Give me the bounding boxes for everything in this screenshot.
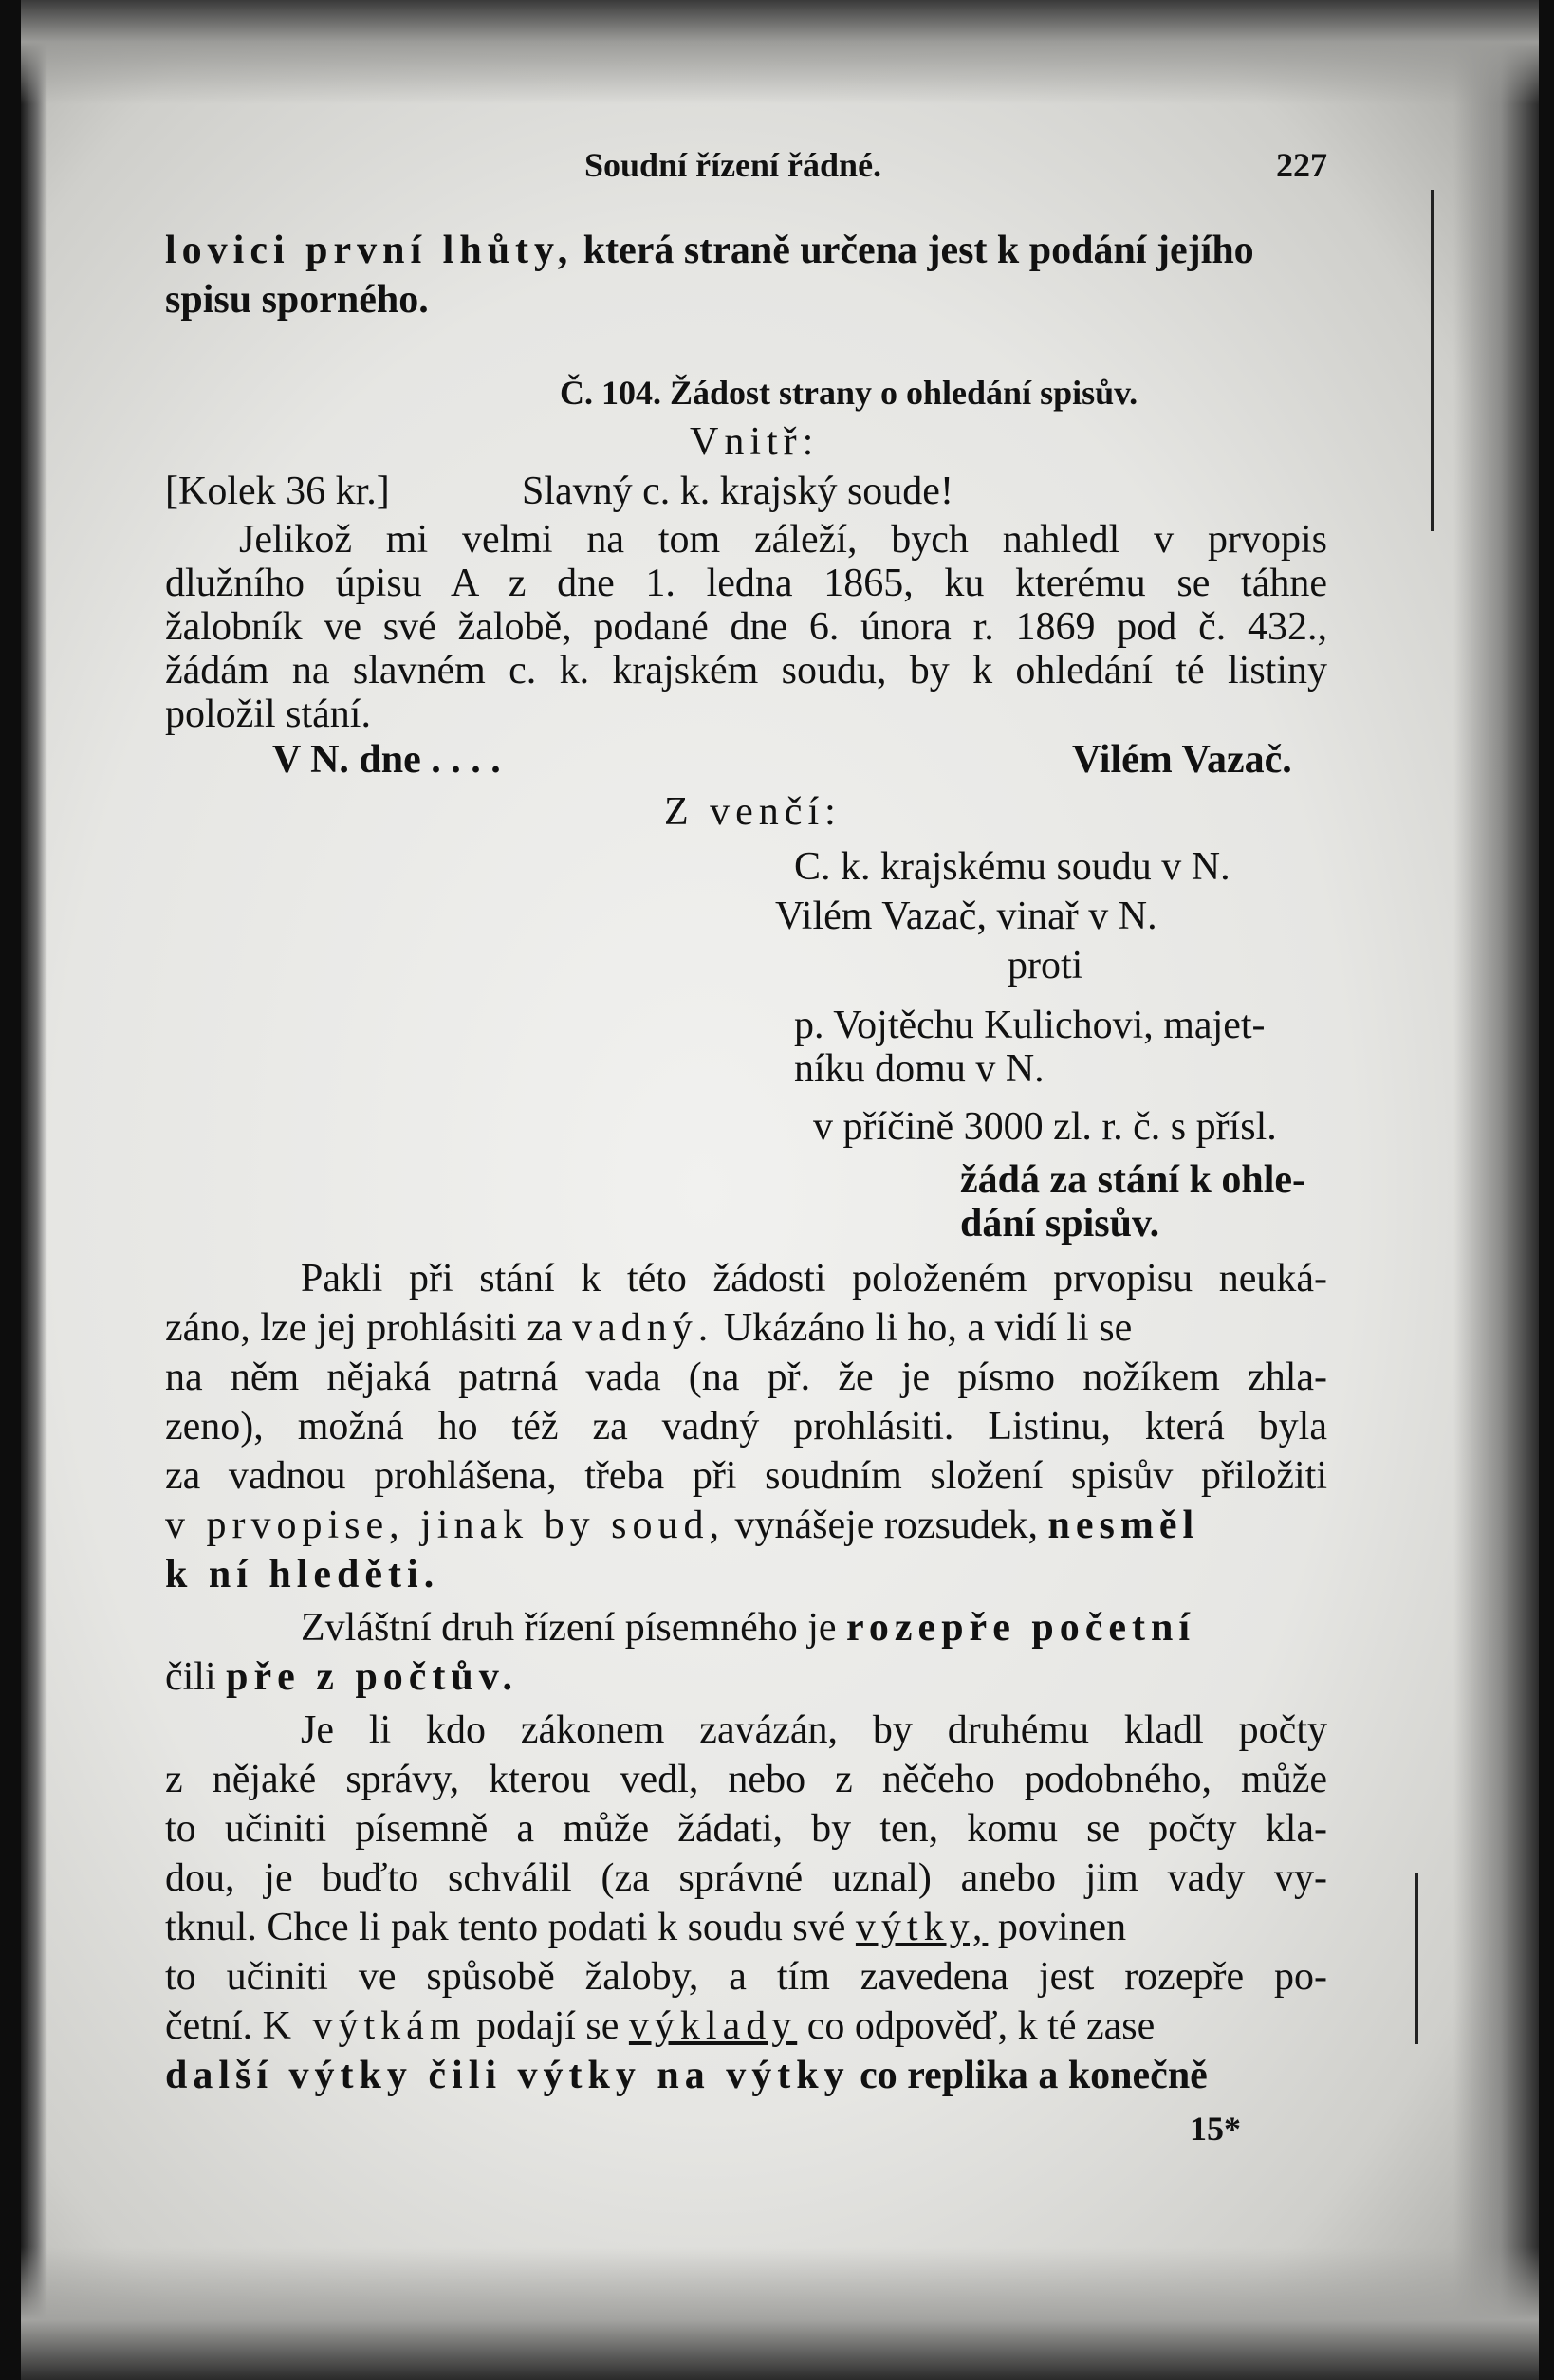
page-shadow-bottom	[21, 2247, 1539, 2380]
address-line: v příčině 3000 zl. r. č. s přísl.	[813, 1105, 1277, 1149]
form-body-line: žádám na slavném c. k. krajském soudu, by k ohledání té listiny	[165, 649, 1327, 692]
scanned-page	[21, 0, 1539, 2380]
text-line: lovici první lhůty, která straně určena jest k podání jejího	[165, 229, 1254, 272]
address-line: dání spisův.	[960, 1202, 1160, 1245]
running-header-title: Soudní řízení řádné.	[584, 146, 882, 184]
signature-mark: 15*	[1190, 2110, 1241, 2148]
text-line: spisu sporného.	[165, 278, 429, 322]
address-line: p. Vojtěchu Kulichovi, majet-	[794, 1004, 1266, 1047]
paragraph-line: z nějaké správy, kterou vedl, nebo z něčeho podobného, může	[165, 1758, 1327, 1801]
paragraph-line: záno, lze jej prohlásiti za vadný. Ukázáno li ho, a vidí li se	[165, 1306, 1133, 1350]
form-outside-label: Z venčí:	[664, 790, 842, 834]
paragraph-line: Pakli při stání k této žádosti položeném prvopisu neuká-	[301, 1257, 1327, 1301]
place-date: V N. dne . . . .	[272, 738, 501, 782]
signature: Vilém Vazač.	[1072, 738, 1292, 782]
margin-mark	[1431, 190, 1434, 531]
address-line: Vilém Vazač, vinař v N.	[775, 895, 1157, 938]
paragraph-line: Je li kdo zákonem zavázán, by druhému kladl počty	[301, 1708, 1327, 1752]
form-body-line: Jelikož mi velmi na tom záleží, bych nahledl v prvopis	[239, 518, 1327, 562]
address-line: proti	[1008, 944, 1083, 987]
form-body-line: žalobník ve své žalobě, podané dne 6. února r. 1869 pod č. 432.,	[165, 605, 1327, 649]
paragraph-line: za vadnou prohlášena, třeba při soudním složení spisův přiložiti	[165, 1454, 1327, 1498]
paragraph-line: četní. K výtkám podají se výklady co odpověď, k té zase	[165, 2004, 1156, 2048]
form-inside-label: Vnitř:	[690, 420, 820, 464]
paragraph-line: k ní hleděti.	[165, 1553, 440, 1596]
page-number: 227	[1276, 146, 1327, 184]
paragraph-line: na něm nějaká patrná vada (na př. že je písmo nožíkem zhla-	[165, 1356, 1327, 1399]
page-shadow-right	[1453, 0, 1539, 2380]
address-line: C. k. krajskému soudu v N.	[794, 845, 1230, 889]
paragraph-line: to učiniti ve spůsobě žaloby, a tím zavedena jest rozepře po-	[165, 1955, 1327, 1999]
paragraph-line: zeno), možná ho též za vadný prohlásiti. Listinu, která byla	[165, 1405, 1327, 1448]
paragraph-line: další výtky čili výtky na výtky co replika a konečně	[165, 2054, 1208, 2097]
page-shadow-top	[21, 0, 1539, 104]
address-line: žádá za stání k ohle-	[960, 1158, 1306, 1202]
margin-mark	[1415, 1873, 1418, 2044]
paragraph-line: dou, je buďto schválil (za správné uznal) anebo jim vady vy-	[165, 1856, 1327, 1900]
page-shadow-left	[21, 0, 47, 2380]
paragraph-line: v prvopise, jinak by soud, vynášeje rozsudek, nesměl	[165, 1504, 1200, 1547]
stamp-note: [Kolek 36 kr.]	[165, 470, 390, 513]
form-body-line: dlužního úpisu A z dne 1. ledna 1865, ku kterému se táhne	[165, 562, 1327, 605]
paragraph-line: čili pře z počtův.	[165, 1655, 518, 1699]
salutation: Slavný c. k. krajský soude!	[522, 470, 953, 513]
address-line: níku domu v N.	[794, 1047, 1045, 1091]
form-body-line: položil stání.	[165, 692, 371, 736]
paragraph-line: Zvláštní druh řízení písemného je rozepře početní	[301, 1606, 1195, 1650]
paragraph-line: tknul. Chce li pak tento podati k soudu své výtky, povinen	[165, 1906, 1127, 1949]
paragraph-line: to učiniti písemně a může žádati, by ten, komu se počty kla-	[165, 1807, 1327, 1851]
form-heading: Č. 104. Žádost strany o ohledání spisův.	[560, 374, 1138, 412]
